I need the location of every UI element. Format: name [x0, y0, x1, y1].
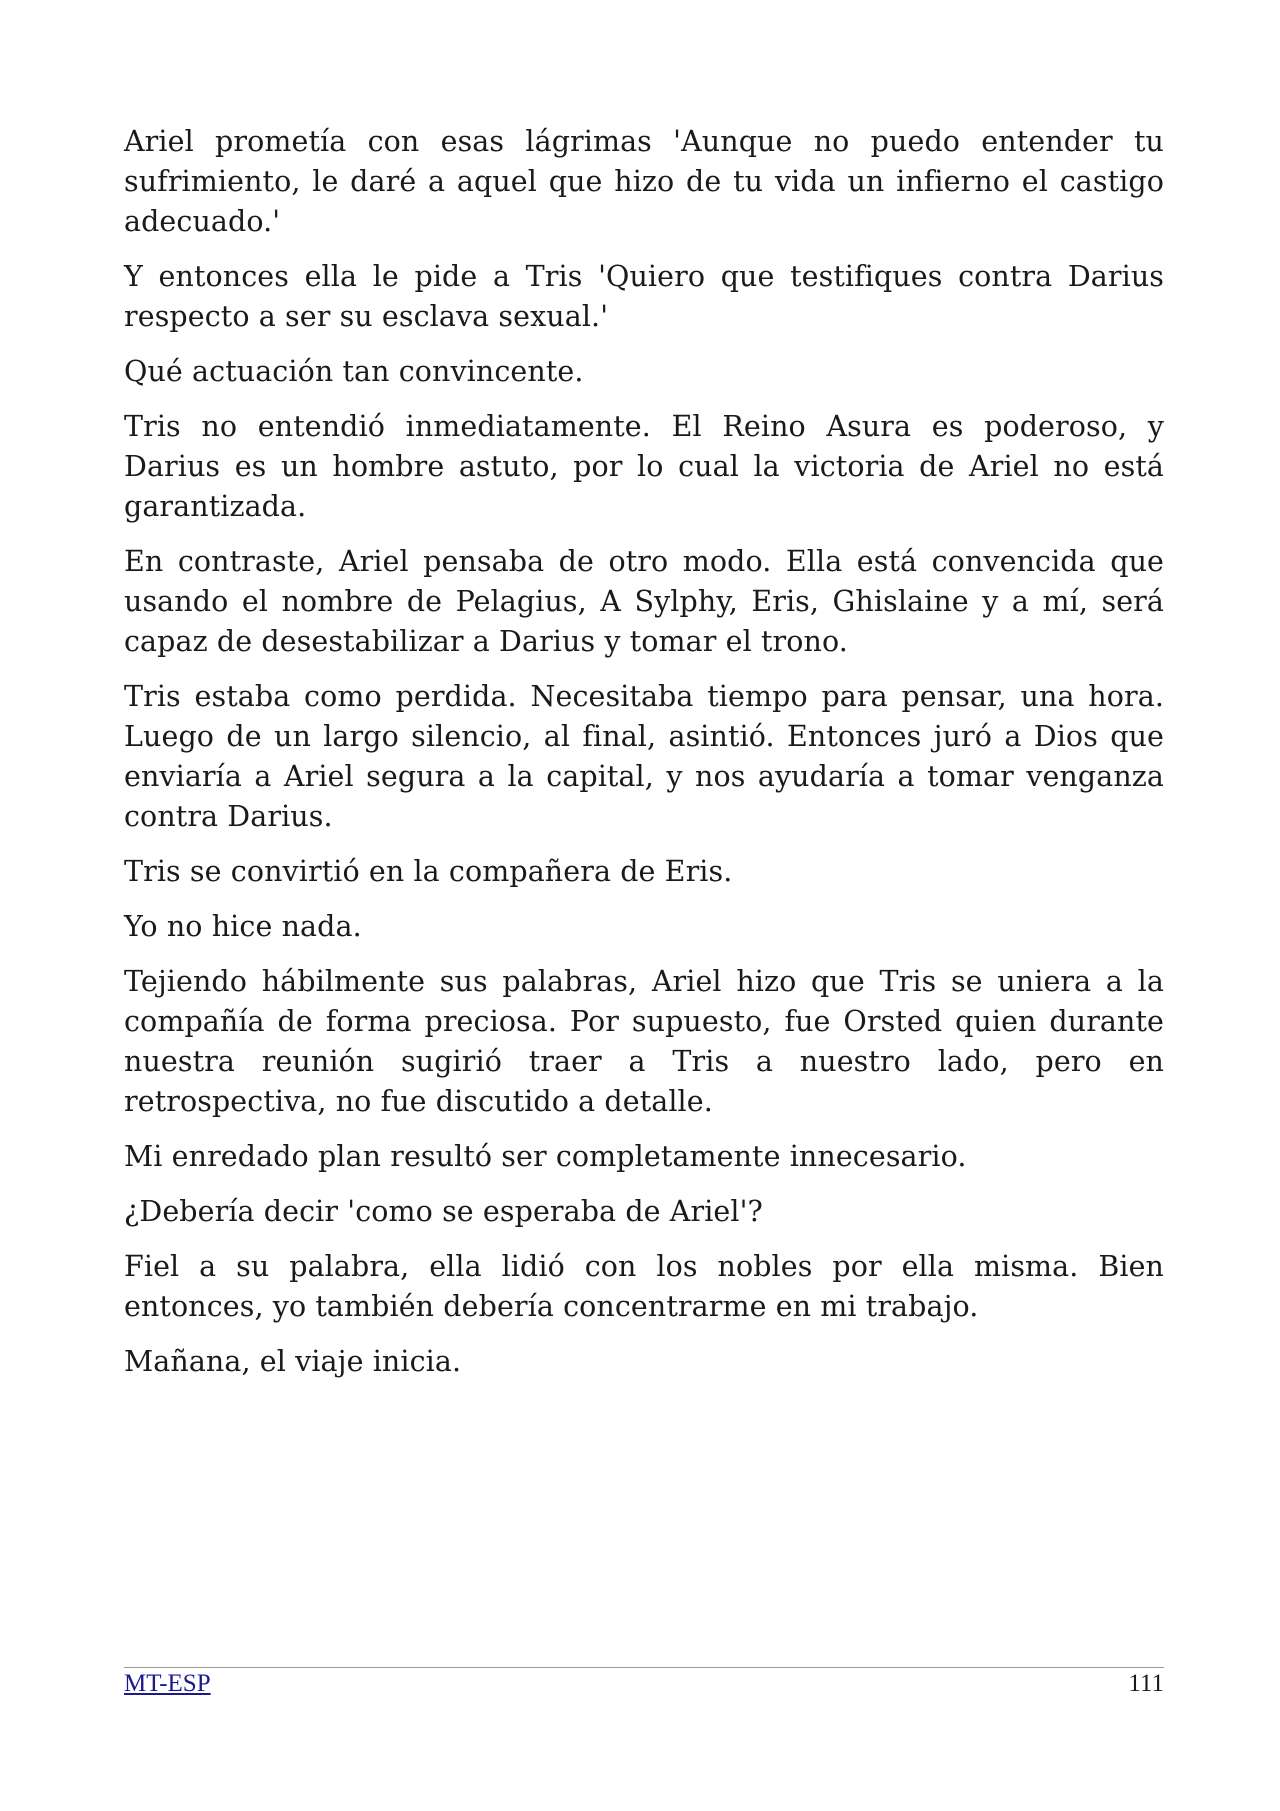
- body-text: [124, 122, 1164, 1397]
- paragraph: Tris se convirtió en la compañera de Eris.: [124, 855, 733, 888]
- paragraph: ¿Debería decir 'como se esperaba de Ariel'?: [124, 1195, 763, 1228]
- paragraph: Qué actuación tan convincente.: [124, 355, 584, 388]
- paragraph: Fiel a su palabra, ella lidió con los nobles por ella misma. Bien entonces, yo también debería concentrarme en mi trabajo.: [124, 1250, 1164, 1323]
- paragraph: Ariel prometía con esas lágrimas 'Aunque no puedo entender tu sufrimiento, le daré a aquel que hizo de tu vida un infierno el castigo adecuado.': [124, 125, 1164, 238]
- paragraph: Mi enredado plan resultó ser completamente innecesario.: [124, 1140, 967, 1173]
- paragraph: Tejiendo hábilmente sus palabras, Ariel hizo que Tris se uniera a la compañía de forma preciosa. Por supuesto, fue Orsted quien durante nuestra reunión sugirió traer a Tris a nuestro lado, pero en retrospectiva, no fue discutido a detalle.: [124, 965, 1164, 1118]
- paragraph: Yo no hice nada.: [124, 910, 362, 943]
- page-number: 111: [1128, 1670, 1164, 1697]
- paragraph: Tris no entendió inmediatamente. El Reino Asura es poderoso, y Darius es un hombre astuto, por lo cual la victoria de Ariel no está garantizada.: [124, 410, 1164, 523]
- page-footer: [124, 1667, 1164, 1710]
- footer-link[interactable]: MT-ESP: [124, 1670, 211, 1697]
- paragraph: En contraste, Ariel pensaba de otro modo. Ella está convencida que usando el nombre de Pelagius, A Sylphy, Eris, Ghislaine y a mí, será capaz de desestabilizar a Darius y tomar el trono.: [124, 545, 1164, 658]
- paragraph: Y entonces ella le pide a Tris 'Quiero que testifiques contra Darius respecto a ser su esclava sexual.': [124, 260, 1164, 333]
- paragraph: Tris estaba como perdida. Necesitaba tiempo para pensar, una hora. Luego de un largo silencio, al final, asintió. Entonces juró a Dios que enviaría a Ariel segura a la capital, y nos ayudaría a tomar venganza contra Darius.: [124, 680, 1164, 833]
- paragraph: Mañana, el viaje inicia.: [124, 1345, 462, 1378]
